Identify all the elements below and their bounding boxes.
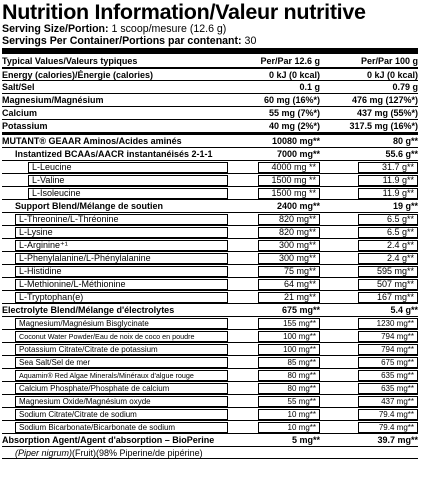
nutrient-row-calcium: Calcium 55 mg (7%*) 437 mg (55%*): [2, 108, 418, 118]
support-item-row: L-Arginine⁺¹ 300 mg** 2.4 g**: [2, 238, 418, 251]
support-item-row: L-Methionine/L-Méthionine 64 mg** 507 mg**: [2, 277, 418, 290]
support-item-row: L-Lysine 820 mg** 6.5 g**: [2, 225, 418, 238]
column-header-per-100: Per/Par 100 g: [360, 55, 418, 66]
electrolyte-item-row: Coconut Water Powder/Eau de noix de coco en poudre 100 mg** 794 mg**: [2, 329, 418, 342]
aminos-row: MUTANT® GEAAR Aminos/Acides aminés 10080 mg** 80 g**: [2, 132, 418, 147]
support-item-row: L-Phenylalanine/L-Phénylalanine 300 mg** 2.4 g**: [2, 251, 418, 264]
panel-title: Nutrition Information/Valeur nutritive: [2, 0, 366, 24]
nutrient-row-energy: Energy (calories)/Énergie (calories) 0 kJ (0 kcal) 0 kJ (0 kcal): [2, 67, 418, 80]
column-header-per-serving: Per/Par 12.6 g: [260, 55, 320, 66]
nutrient-row-magnesium: Magnesium/Magnésium 60 mg (16%*) 476 mg (127%*): [2, 95, 418, 105]
serving-size: Serving Size/Portion: 1 scoop/mesure (12.6 g): [2, 23, 227, 35]
support-item-row: L-Threonine/L-Thréonine 820 mg** 6.5 g**: [2, 212, 418, 225]
bcaa-item-row: L-Valine 1500 mg ** 11.9 g**: [2, 173, 418, 186]
bcaa-item-row: L-Isoleucine 1500 mg ** 11.9 g**: [2, 186, 418, 199]
column-header-row: [2, 54, 418, 67]
nutrition-panel: [2, 1, 418, 459]
electrolyte-item-row: Potassium Citrate/Citrate de potassium 100 mg** 794 mg**: [2, 342, 418, 355]
electrolyte-item-row: Calcium Phosphate/Phosphate de calcium 80 mg** 635 mg**: [2, 381, 418, 394]
absorption-agent-row: Absorption Agent/Agent d'absorption – BioPerine 5 mg** 39.7 mg**: [2, 435, 418, 445]
electrolyte-item-row: Magnesium Oxide/Magnésium oxyde 55 mg** 437 mg**: [2, 394, 418, 407]
support-item-row: L-Tryptophan(e) 21 mg** 167 mg**: [2, 290, 418, 303]
electrolyte-item-row: Sodium Citrate/Citrate de sodium 10 mg** 79.4 mg**: [2, 407, 418, 420]
piper-nigrum-note: (Piper nigrum): [15, 447, 73, 458]
support-item-row: L-Histidine 75 mg** 595 mg**: [2, 264, 418, 277]
electrolyte-item-row: Magnesium/Magnésium Bisglycinate 155 mg** 1230 mg**: [2, 316, 418, 329]
electrolyte-item-row: Sodium Bicarbonate/Bicarbonate de sodium 10 mg** 79.4 mg**: [2, 420, 418, 433]
absorption-note-row: [2, 446, 418, 459]
column-header-label: Typical Values/Valeurs typiques: [2, 55, 138, 66]
bcaa-item-row: L-Leucine 4000 mg ** 31.7 g**: [2, 160, 418, 173]
piperine-note: (Fruit)(98% Piperine/de pipérine): [72, 447, 203, 458]
bcaa-row: Instantized BCAAs/AACR instantanéisés 2-1-1 7000 mg** 55.6 g**: [2, 147, 418, 160]
support-blend-row: Support Blend/Mélange de soutien 2400 mg** 19 g**: [2, 199, 418, 212]
servings-per-container: Servings Per Container/Portions par contenant: 30: [2, 35, 257, 47]
nutrient-row-potassium: Potassium 40 mg (2%*) 317.5 mg (16%*): [2, 121, 418, 131]
electrolyte-blend-row: Electrolyte Blend/Mélange d'électrolytes 675 mg** 5.4 g**: [2, 305, 418, 315]
electrolyte-item-row: Sea Salt/Sel de mer 85 mg** 675 mg**: [2, 355, 418, 368]
electrolyte-item-row: Aquamin® Red Algae Minerals/Minéraux d'algue rouge 80 mg** 635 mg**: [2, 368, 418, 381]
nutrient-row-salt: Salt/Sel 0.1 g 0.79 g: [2, 82, 418, 92]
